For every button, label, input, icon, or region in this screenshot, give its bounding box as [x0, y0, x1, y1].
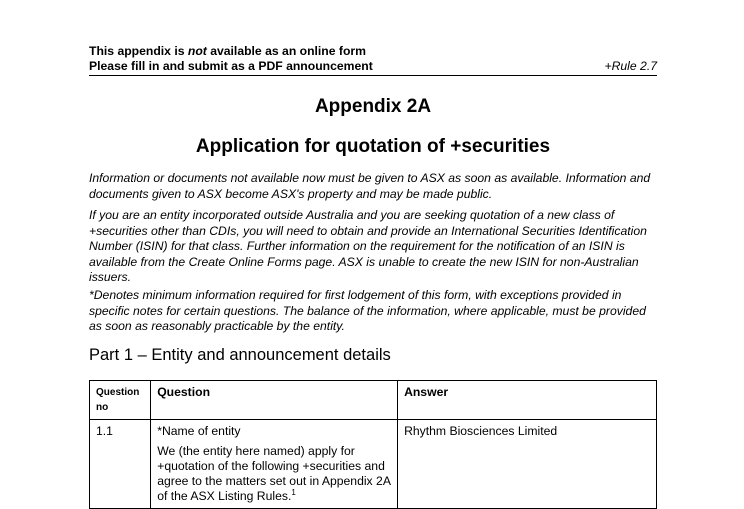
- header-emphasis: not: [187, 44, 207, 58]
- header-line-1: [89, 44, 657, 59]
- footnote-marker: 1: [291, 487, 296, 497]
- column-header-answer: Answer: [398, 381, 657, 420]
- intro-paragraph-1: Information or documents not available now must be given to ASX as soon as available. Information and documents given to ASX become ASX's property and may be made public.: [89, 171, 651, 201]
- question-title: *Name of entity: [157, 424, 241, 438]
- part-heading: Part 1 – Entity and announcement details: [89, 346, 391, 364]
- table-header-row: [90, 381, 657, 420]
- table-row: [90, 420, 657, 509]
- questions-table: [89, 380, 657, 509]
- question-body: [157, 444, 391, 504]
- question-number: 1.1: [90, 420, 151, 509]
- answer-cell[interactable]: Rhythm Biosciences Limited: [398, 420, 657, 509]
- column-header-question-no: Question no: [90, 381, 151, 420]
- header-line-1-suffix: available as an online form: [206, 44, 366, 58]
- header-line-2: [89, 59, 657, 74]
- header-line-1-prefix: This appendix is: [89, 44, 188, 58]
- document-title: Appendix 2A: [314, 96, 432, 117]
- column-header-question: Question: [151, 381, 398, 420]
- question-cell: [151, 420, 398, 509]
- intro-paragraph-3: *Denotes minimum information required for first lodgement of this form, with exceptions provided in specific notes for certain questions. The balance of the information, where applicable, must be provided as soon as reasonably practicable by the entity.: [89, 288, 646, 333]
- document-subtitle: Application for quotation of +securities: [195, 136, 551, 157]
- intro-paragraph-2: If you are an entity incorporated outside Australia and you are seeking quotation of a new class of +securities other than CDIs, you will need to obtain and provide an International Securities Identification Number (ISIN) for that class. Further information on the requirement for the notification of an ISIN is available from the Create Online Forms page. ASX is unable to create the new ISIN for non-Australian issuers.: [89, 208, 647, 284]
- header-instruction: Please fill in and submit as a PDF announcement: [89, 59, 373, 73]
- header-divider: [89, 75, 657, 76]
- question-body-text: We (the entity here named) apply for +quotation of the following +securities and agree to the matters set out in Appendix 2A of the ASX Listing Rules.: [157, 444, 391, 503]
- rule-reference: +Rule 2.7: [604, 59, 657, 73]
